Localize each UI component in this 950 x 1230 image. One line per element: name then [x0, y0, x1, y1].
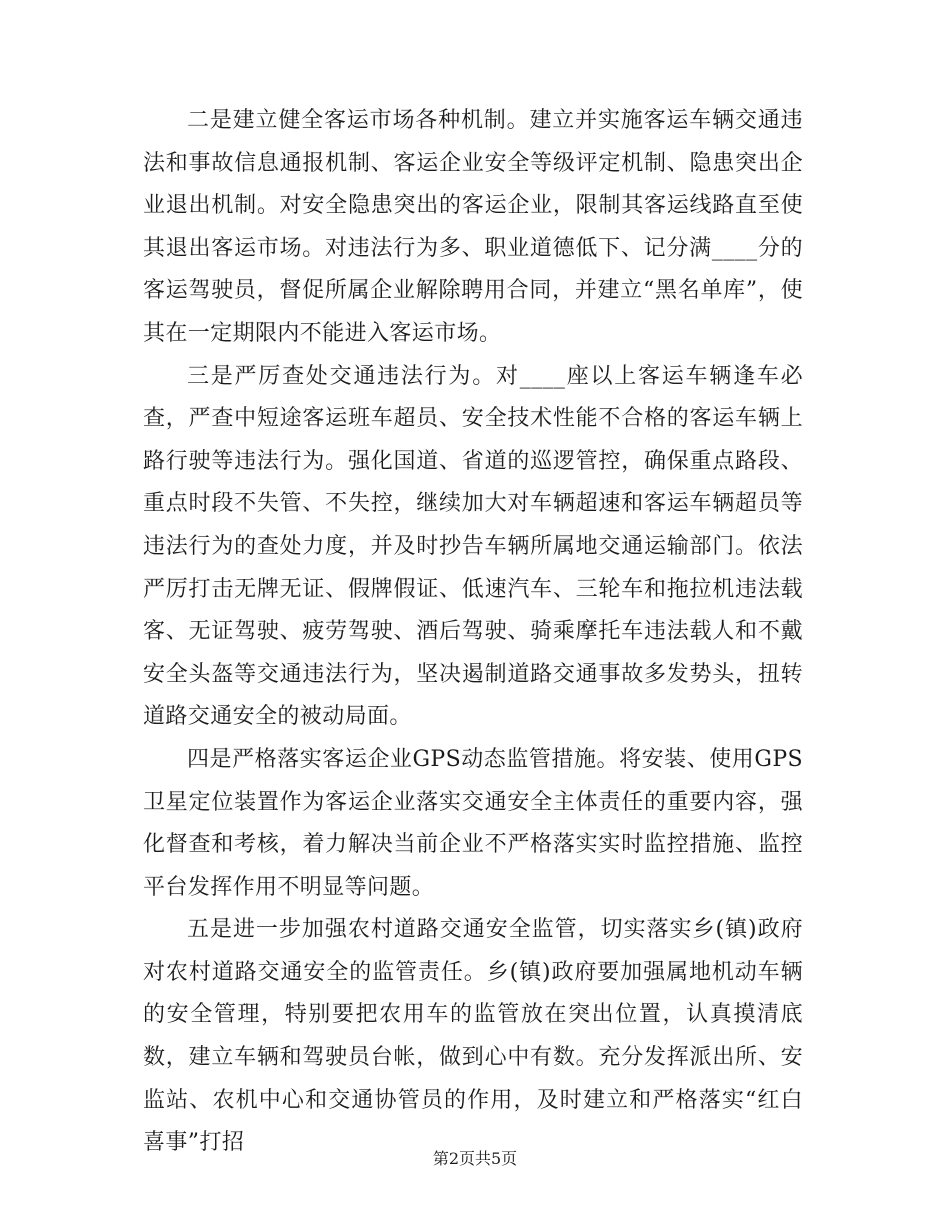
- paragraph-5: 五是进一步加强农村道路交通安全监管，切实落实乡(镇)政府对农村道路交通安全的监管责任。乡(镇)政府要加强属地机动车辆的安全管理，特别要把农用车的监管放在突出位置，认真摸清底数，建立车辆和驾驶员台帐，做到心中有数。充分发挥派出所、安监站、农机中心和交通协管员的作用，及时建立和严格落实“红白喜事”打招: [143, 917, 803, 1156]
- paragraph-2: 二是建立健全客运市场各种机制。建立并实施客运车辆交通违法和事故信息通报机制、客运企业安全等级评定机制、隐患突出企业退出机制。对安全隐患突出的客运企业，限制其客运线路直至使其退出客运市场。对违法行为多、职业道德低下、记分满____分的客运驾驶员，督促所属企业解除聘用合同，并建立“黑名单库”，使其在一定期限内不能进入客运市场。: [143, 108, 803, 346]
- document-body: [143, 100, 803, 1165]
- page-number-footer: 第2页共5页: [432, 1149, 518, 1168]
- paragraph-4: 四是严格落实客运企业GPS动态监管措施。将安装、使用GPS卫星定位装置作为客运企业落实交通安全主体责任的重要内容，强化督查和考核，着力解决当前企业不严格落实实时监控措施、监控平台发挥作用不明显等问题。: [143, 746, 803, 900]
- paragraph-3: 三是严厉查处交通违法行为。对____座以上客运车辆逢车必查，严查中短途客运班车超员、安全技术性能不合格的客运车辆上路行驶等违法行为。强化国道、省道的巡逻管控，确保重点路段、重点时段不失管、不失控，继续加大对车辆超速和客运车辆超员等违法行为的查处力度，并及时抄告车辆所属地交通运输部门。依法严厉打击无牌无证、假牌假证、低速汽车、三轮车和拖拉机违法载客、无证驾驶、疲劳驾驶、酒后驾驶、骑乘摩托车违法载人和不戴安全头盔等交通违法行为，坚决遏制道路交通事故多发势头，扭转道路交通安全的被动局面。: [143, 363, 803, 730]
